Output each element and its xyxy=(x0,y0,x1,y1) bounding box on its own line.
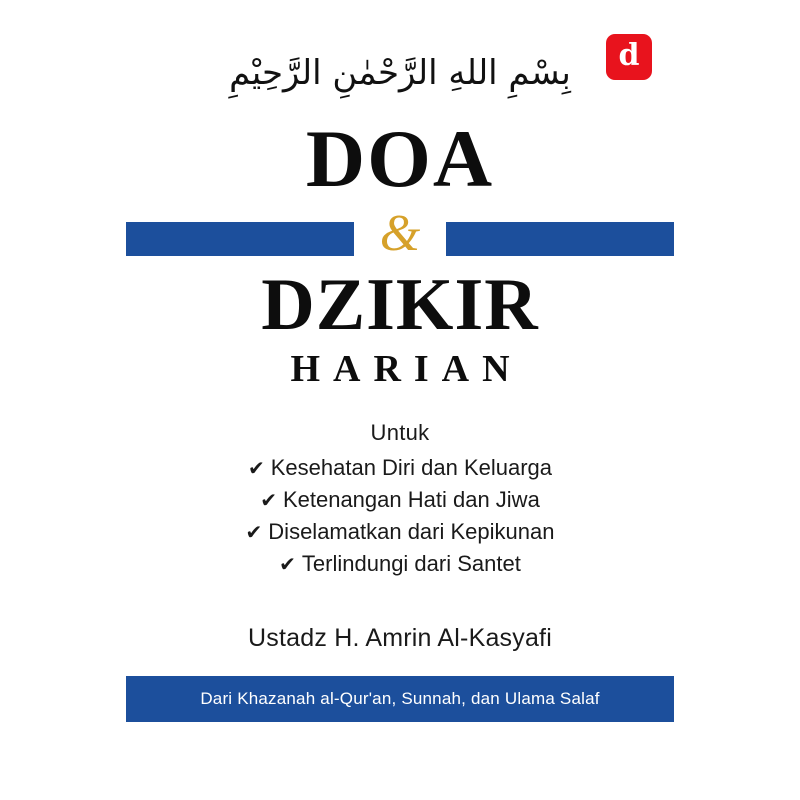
blue-bar-left xyxy=(126,222,354,256)
check-icon: ✔ xyxy=(245,519,263,544)
check-icon: ✔ xyxy=(260,487,277,512)
subtitle-text: Dari Khazanah al-Qur'an, Sunnah, dan Ulama Salaf xyxy=(200,689,600,708)
benefits-list xyxy=(0,420,800,580)
author-name: Ustadz H. Amrin Al-Kasyafi xyxy=(248,624,552,652)
benefit-label: Ketenangan Hati dan Jiwa xyxy=(282,486,540,512)
title-line-dzikir: DZIKIR xyxy=(261,264,539,346)
check-icon: ✔ xyxy=(247,456,265,480)
publisher-logo-glyph: d xyxy=(618,38,640,73)
list-item xyxy=(0,548,800,580)
subtitle-band xyxy=(126,676,674,722)
title-line-harian: HARIAN xyxy=(290,348,523,390)
ampersand-bar xyxy=(126,205,674,262)
list-item xyxy=(0,516,800,548)
benefits-heading: Untuk xyxy=(370,420,430,445)
benefit-label: Kesehatan Diri dan Keluarga xyxy=(270,455,553,480)
benefit-label: Terlindungi dari Santet xyxy=(301,550,521,576)
list-item xyxy=(0,452,800,484)
basmalah-calligraphy: بِسْمِ اللهِ الرَّحْمٰنِ الرَّحِيْمِ xyxy=(229,53,571,93)
blue-bar-right xyxy=(446,222,674,256)
benefit-label: Diselamatkan dari Kepikunan xyxy=(268,518,555,544)
list-item xyxy=(0,484,800,516)
check-icon: ✔ xyxy=(279,551,296,576)
title-line-doa: DOA xyxy=(305,113,495,204)
ampersand-glyph: & xyxy=(379,205,421,262)
